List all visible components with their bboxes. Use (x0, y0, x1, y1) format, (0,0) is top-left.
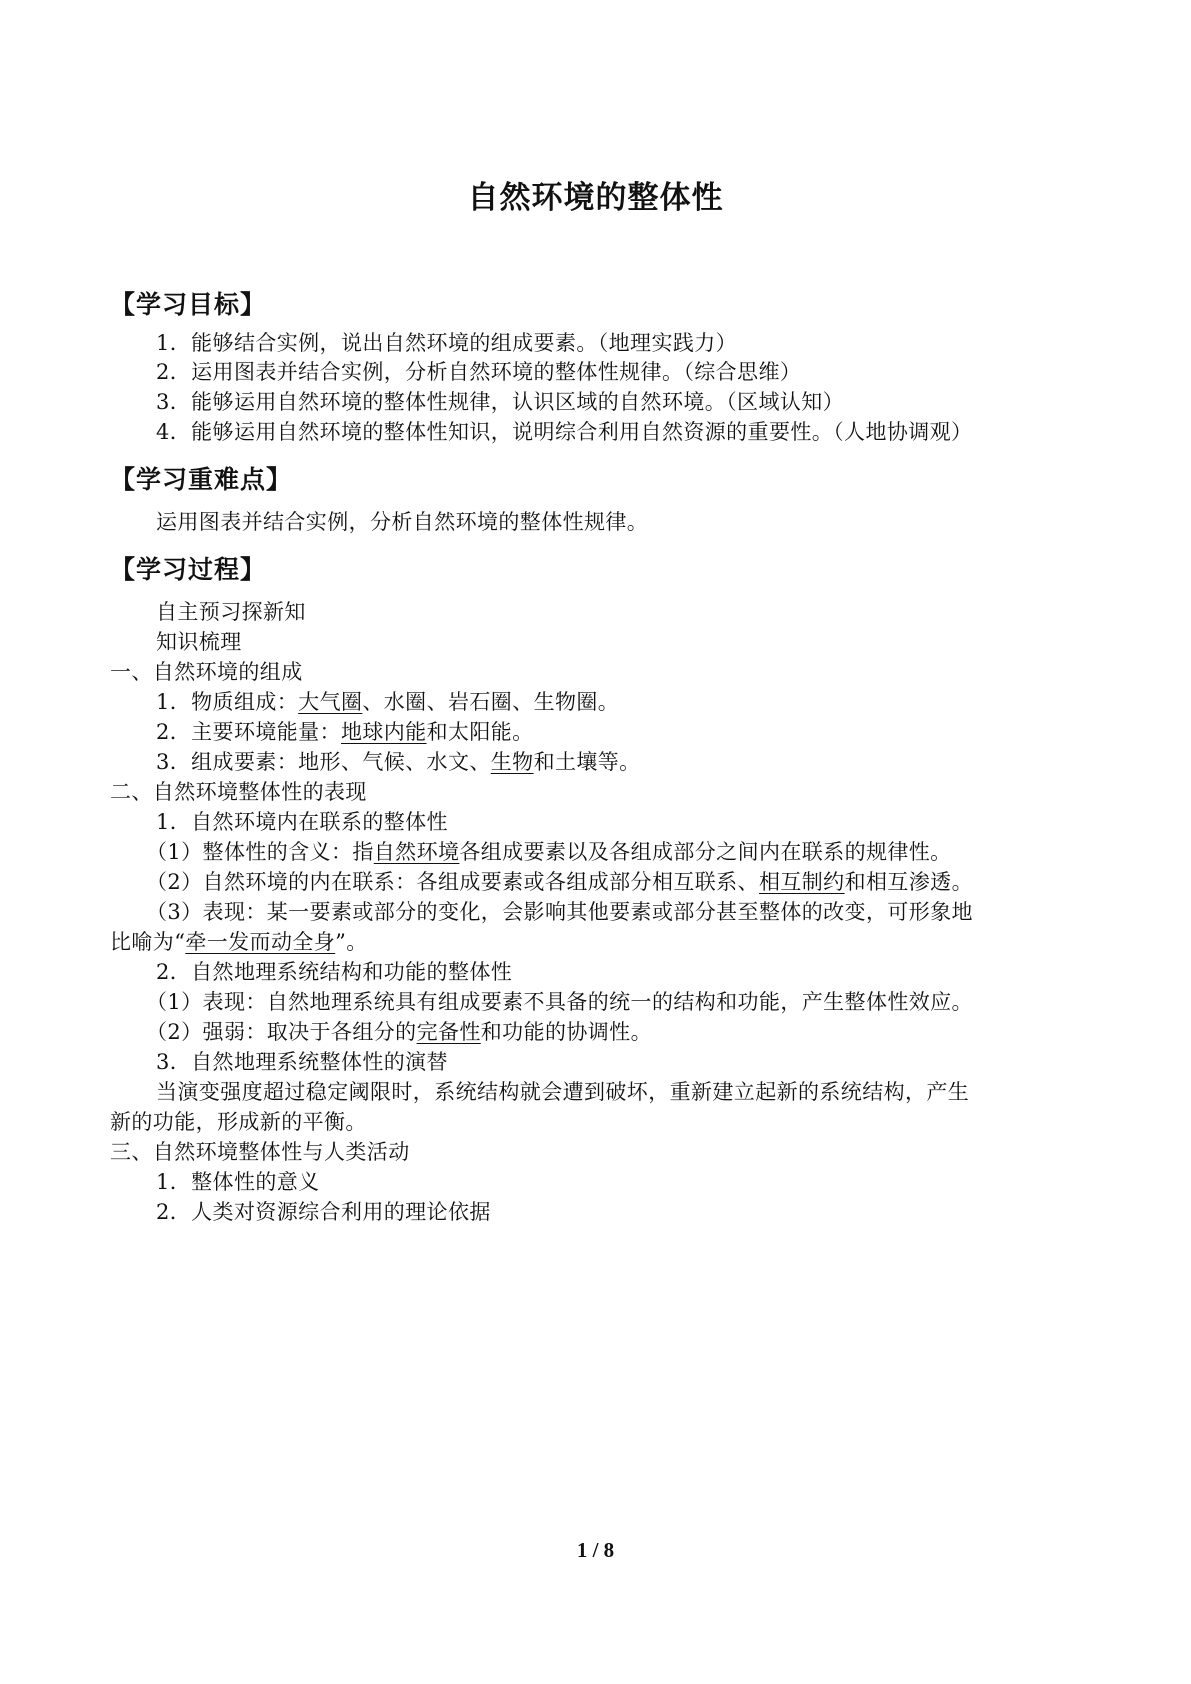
process-heading: 【学习过程】 (110, 555, 267, 584)
objective-item-1: 1．能够结合实例，说出自然环境的组成要素。（地理实践力） (156, 331, 738, 355)
part2-point-performance-line2 (110, 928, 368, 956)
part2-sub1-title: 1．自然环境内在联系的整体性 (156, 810, 448, 834)
key-points-text: 运用图表并结合实例，分析自然环境的整体性规律。 (156, 510, 649, 534)
part2-point-meaning-pre: （1）整体性的含义：指 (146, 840, 374, 864)
part2-sub2-title: 2．自然地理系统结构和功能的整体性 (156, 960, 513, 984)
page-title: 自然环境的整体性 (467, 180, 724, 216)
part2-point-relation-pre: （2）自然环境的内在联系：各组成要素或各组成部分相互联系、 (146, 870, 759, 894)
part2-point-meaning (146, 838, 952, 866)
part1-line-elements-pre: 3．组成要素：地形、气候、水文、 (156, 750, 491, 774)
process-sub-knowledge: 知识梳理 (156, 630, 242, 654)
part2-sub2-point1: （1）表现：自然地理系统具有组成要素不具备的统一的结构和功能，产生整体性效应。 (146, 990, 973, 1014)
part2-point-performance-blank: 牵一发而动全身 (185, 930, 336, 954)
part2-point-performance-pre: 比喻为“ (110, 930, 186, 954)
process-sub-preview: 自主预习探新知 (156, 600, 306, 624)
part3-item-2: 2．人类对资源综合利用的理论依据 (156, 1200, 491, 1224)
part1-line-elements-blank: 生物 (490, 750, 534, 774)
key-points-heading: 【学习重难点】 (110, 465, 293, 494)
part1-line-energy (156, 718, 534, 746)
part1-line-elements (156, 748, 641, 776)
part2-sub2-point2-blank: 完备性 (416, 1020, 481, 1044)
part1-line-material-post: 、水圈、岩石圈、生物圈。 (362, 690, 620, 714)
part2-sub3-title: 3．自然地理系统整体性的演替 (156, 1050, 448, 1074)
part2-point-relation (146, 868, 973, 896)
objective-item-2: 2．运用图表并结合实例，分析自然环境的整体性规律。（综合思维） (156, 360, 802, 384)
part2-point-meaning-post: 各组成要素以及各组成部分之间内在联系的规律性。 (459, 840, 952, 864)
part3-title: 三、自然环境整体性与人类活动 (110, 1140, 410, 1164)
part2-sub2-point2-post: 和功能的协调性。 (480, 1020, 652, 1044)
part2-point-relation-post: 和相互渗透。 (844, 870, 973, 894)
part1-line-energy-pre: 2．主要环境能量： (156, 720, 341, 744)
objectives-heading: 【学习目标】 (110, 290, 267, 319)
part2-sub2-point2-pre: （2）强弱：取决于各组分的 (146, 1020, 417, 1044)
part1-line-elements-post: 和土壤等。 (533, 750, 641, 774)
part1-line-material (156, 688, 619, 716)
part2-sub3-line2: 新的功能，形成新的平衡。 (110, 1110, 367, 1134)
part2-sub3-line1: 当演变强度超过稳定阈限时，系统结构就会遭到破坏，重新建立起新的系统结构，产生 (156, 1080, 970, 1104)
objective-item-4: 4．能够运用自然环境的整体性知识，说明综合利用自然资源的重要性。（人地协调观） (156, 420, 973, 444)
part2-point-relation-blank: 相互制约 (758, 870, 845, 894)
part2-point-meaning-blank: 自然环境 (373, 840, 460, 864)
part1-title: 一、自然环境的组成 (110, 660, 303, 684)
objective-item-3: 3．能够运用自然环境的整体性规律，认识区域的自然环境。（区域认知） (156, 390, 845, 414)
part1-line-material-blank: 大气圈 (298, 690, 363, 714)
part2-point-performance-line1: （3）表现：某一要素或部分的变化，会影响其他要素或部分甚至整体的改变，可形象地 (146, 900, 973, 924)
part3-item-1: 1．整体性的意义 (156, 1170, 320, 1194)
part2-title: 二、自然环境整体性的表现 (110, 780, 367, 804)
part1-line-energy-post: 和太阳能。 (426, 720, 534, 744)
part1-line-material-pre: 1．物质组成： (156, 690, 299, 714)
part2-point-performance-post: ”。 (335, 930, 368, 954)
part2-sub2-point2 (146, 1018, 652, 1046)
page-number: 1 / 8 (576, 1538, 615, 1562)
part1-line-energy-blank: 地球内能 (340, 720, 427, 744)
